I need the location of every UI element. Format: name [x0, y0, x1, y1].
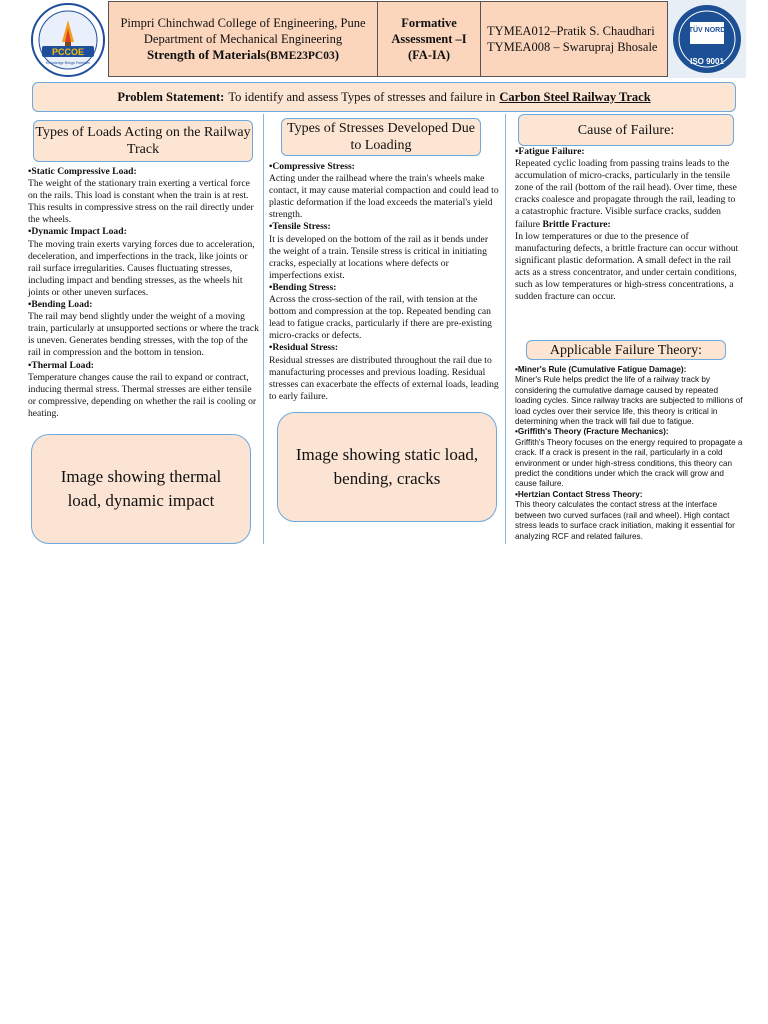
brittle-heading: Brittle Fracture: [542, 218, 611, 230]
college-info [108, 1, 378, 77]
loads-list [28, 166, 260, 420]
list-item: •Dynamic Impact Load: The moving train exerts varying forces due to acceleration, deceleration, and imperfections in the track, like joints or rail surface irregularities. Causes fluctuating stresses, including impact and bending stresses, as the wheels hit joints or other uneven surfaces. [28, 226, 255, 298]
subject-code: BME23PC03 [270, 49, 335, 62]
failure-cause-title: Cause of Failure: [518, 114, 734, 146]
svg-text:Knowledge Brings Freedom: Knowledge Brings Freedom [45, 61, 91, 65]
list-item: •Miner's Rule (Cumulative Fatigue Damage): Miner's Rule helps predict the life of a railway track by considering the cumulative damage caused by repeated loading cycles. Since railway tracks are subjected to millions of load cycles over their service life, this theory is critical in determining when the track will fail due to fatigue. [515, 365, 743, 427]
fatigue-text: Repeated cyclic loading from passing trains leads to the accumulation of micro-cracks, particularly in the tensile zone of the rail (bottom of the rail head). Over time, these cracks coalesce and propagate through the rail, leading to a catastrophic fracture. Visible surface cracks, sudden failure [515, 158, 737, 230]
department-name: Department of Mechanical Engineering [143, 31, 343, 46]
failure-theory-title: Applicable Failure Theory: [526, 340, 726, 360]
list-item: •Hertzian Contact Stress Theory: This theory calculates the contact stress at the interface between two curved surfaces (rail and wheel). High contact stress leads to surface crack initiation, making it essential for analyzing RCF and related failures. [515, 489, 735, 541]
problem-label: Problem Statement: [117, 89, 225, 104]
image-placeholder-thermal: Image showing thermal load, dynamic impact [31, 434, 251, 544]
list-item: •Residual Stress: Residual stresses are distributed throughout the rail due to manufacturing processes and previous loading. Residual stresses can exacerbate the effects of external loads, leading to early failure. [269, 342, 499, 402]
subject: Strength of Materials(BME23PC03) [146, 46, 340, 62]
student-2: TYMEA008 – Swarupraj Bhosale [487, 40, 658, 54]
problem-text: To identify and assess Types of stresses and failure in [228, 89, 496, 104]
svg-text:ISO 9001: ISO 9001 [690, 57, 724, 66]
fatigue-heading: •Fatigue Failure: [515, 146, 585, 157]
problem-subject: Carbon Steel Railway Track [499, 89, 651, 104]
loads-title: Types of Loads Acting on the Railway Track [33, 120, 253, 162]
college-name: Pimpri Chinchwad College of Engineering, Pune [120, 15, 366, 30]
column-divider [263, 114, 264, 544]
list-item: •Compressive Stress: Acting under the railhead where the train's wheels make contact, it may cause material compaction and could lead to plastic deformation if the load exceeds the material's yield strength. [269, 161, 499, 221]
brittle-text: In low temperatures or due to the presence of manufacturing defects, a brittle fracture can occur without significant plastic deformation. A small defect in the rail acts as a stress concentrator, and under certain conditions, such as low temperatures or high-stress concentrations, a sudden fracture can occur. [515, 230, 739, 303]
list-item: •Static Compressive Load: The weight of the stationary train exerting a vertical force on the rails. This load is constant when the train is at rest. This results in compressive stress on the rail directly under the wheels. [28, 166, 254, 226]
list-item: •Thermal Load: Temperature changes cause the rail to expand or contract, inducing thermal stress. Thermal stresses are either tensile or compressive, depending on whether the rail is cooling or heating. [28, 359, 257, 419]
college-logo [26, 2, 110, 78]
column-divider [505, 114, 506, 544]
svg-text:TÜV NORD: TÜV NORD [688, 27, 726, 34]
list-item: •Bending Stress: Across the cross-section of the rail, with tension at the bottom and compression at the top. Repeated bending can lead to fatigue cracks, particularly if there are pre-existing micro-cracks or defects. [269, 281, 492, 342]
list-item: •Griffith's Theory (Fracture Mechanics): Griffith's Theory focuses on the energy required to propagate a crack. If a crack is present in the rail, particularly in a cold environment or under high-stress conditions, this theory can predict the conditions under which the crack will grow and cause failure. [515, 427, 743, 489]
header [0, 0, 768, 80]
student-1: TYMEA012–Pratik S. Chaudhari [487, 24, 655, 38]
student-info [480, 1, 668, 77]
svg-text:PCCOE: PCCOE [51, 47, 85, 57]
stresses-list [269, 161, 501, 403]
problem-statement [32, 82, 736, 112]
list-item: •Tensile Stress: It is developed on the bottom of the rail as it bends under the weight of a train. Tensile stress is critical in initiating cracks, especially at locations where defects or imperfections exist. [269, 221, 489, 281]
assessment-info: Formative Assessment –I (FA-IA) [377, 1, 481, 77]
image-placeholder-static: Image showing static load, bending, cracks [277, 412, 497, 522]
list-item: •Bending Load: The rail may bend slightly under the weight of a moving train, particularly at unsupported sections or where the track is uneven. Generates bending stresses, with the top of the rail in compression and the bottom in tension. [28, 299, 259, 359]
theory-list [515, 365, 743, 542]
iso-certification-logo [668, 0, 746, 78]
failure-cause-text [515, 146, 739, 303]
stresses-title: Types of Stresses Developed Due to Loading [281, 118, 481, 156]
